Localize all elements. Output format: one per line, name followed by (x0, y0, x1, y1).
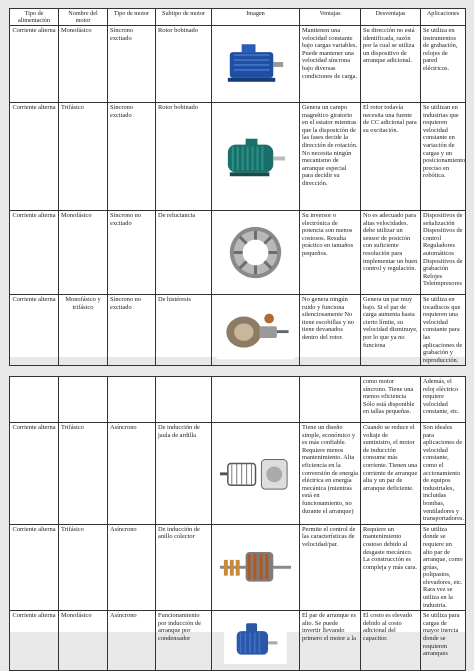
table-row-continuation (10, 377, 466, 423)
teal-motor-icon (216, 109, 295, 204)
cell-desventajas: Requiere un mantenimiento costoso debido al desgaste mecánico. La construcción es compleja y más cara. (361, 524, 421, 611)
cell-imagen (212, 103, 300, 211)
cell-nombre: Monofásico y trifásico (59, 295, 108, 366)
motors-table-page-2 (9, 376, 466, 671)
cell-imagen (212, 423, 300, 525)
cell-alimentacion: Corriente alterna (10, 423, 59, 525)
cell-imagen (212, 295, 300, 366)
cell-ventajas: Su inversor o electrónica de potencia son menos costosos. Resulta práctico en tamaños pequeños. (300, 211, 361, 295)
cell-desventajas: Genera un par muy bajo. Si el par de carga aumenta hasta cierto límite, su velocidad disminuye, por lo que ya no funciona (361, 295, 421, 366)
cell-aplicaciones: Se utiliza en tocadiscos que requieren una velocidad constante para las aplicaciones de grabación y reproducción. (421, 295, 466, 366)
table-row (10, 423, 466, 525)
cell-nombre: Trifásico (59, 103, 108, 211)
cell-subtipo: De histéresis (156, 295, 212, 366)
cell-nombre: Trifásico (59, 524, 108, 611)
cell-imagen (212, 211, 300, 295)
cell-ventajas: Permite el control de las características de velocidad/par. (300, 524, 361, 611)
cell-alimentacion: Corriente alterna (10, 611, 59, 671)
capacitor-motor-icon (216, 617, 295, 664)
cell-alimentacion: Corriente alterna (10, 26, 59, 103)
squirrel-cage-icon (216, 429, 295, 518)
cell-alimentacion: Corriente alterna (10, 295, 59, 366)
motors-table-page-1 (9, 8, 466, 366)
hysteresis-motor-icon (216, 301, 295, 359)
cell-alimentacion: Corriente alterna (10, 524, 59, 611)
slip-ring-rotor-icon (216, 531, 295, 605)
cell-desventajas: Cuando se reduce el voltaje de suministro, el motor de inducción consume más corriente. Tienen una corriente de arranque alta y un par de arranque deficiente. (361, 423, 421, 525)
cell-desventajas: El costo es elevado debido al costo adicional del capacitor. (361, 611, 421, 671)
cell-nombre: Monofásico (59, 26, 108, 103)
table-row (10, 611, 466, 671)
cell-tipo: Asíncrono (108, 611, 156, 671)
header-nombre-motor: Nombre del motor (59, 9, 108, 26)
cell-aplicaciones: Se utiliza donde se requiere un alto par de arranque, como grúas, polipastos, elevadores, etc. Rara vez se utiliza en la industria. (421, 524, 466, 611)
header-subtipo-motor: Subtipo de motor (156, 9, 212, 26)
cell-ventajas: Tiene un diseño simple, económico y es más confiable. Requiere menos mantenimiento. Alta eficiencia en la conversión de energía eléctrica en energía mecánica (mientras está en funcionamiento, no durante el arranque) (300, 423, 361, 525)
cell-subtipo: De reluctancia (156, 211, 212, 295)
cell-subtipo: De inducción de jaula de ardilla (156, 423, 212, 525)
header-tipo-motor: Tipo de motor (108, 9, 156, 26)
cell-imagen (212, 611, 300, 671)
cell-desventajas: como motor síncrono. Tiene una menos eficiencia Sólo está disponible en tallas pequeñas. (361, 377, 421, 423)
document-page-1 (9, 8, 466, 364)
cell-desventajas: No es adecuado para altas velocidades. debe utilizar un sensor de posición con suficiente resolución para implementar un buen control y regulación. (361, 211, 421, 295)
cell-subtipo: Funcionamiento por inducción de arranque por condensador (156, 611, 212, 671)
header-ventajas: Ventajas (300, 9, 361, 26)
table-row (10, 26, 466, 103)
cell-tipo: Síncrono no excitado (108, 211, 156, 295)
header-aplicaciones: Aplicaciones (421, 9, 466, 26)
table-row (10, 295, 466, 366)
cell-desventajas: El rotor todavía necesita una fuente de CC adicional para su excitación. (361, 103, 421, 211)
header-tipo-alimentacion: Tipo de alimentación (10, 9, 59, 26)
cell-aplicaciones: Son ideales para aplicaciones de velocidad constante, como el accionamiento de equipos industriales, incluidas bombas, ventiladores y transportadores. (421, 423, 466, 525)
table-row (10, 524, 466, 611)
cell-tipo: Síncrono excitado (108, 26, 156, 103)
cell-aplicaciones: Se utiliza en instrumentos de grabación, relojes de pared eléctricos. (421, 26, 466, 103)
cell-ventajas: Mantienen una velocidad constante bajo cargas variables. Puede mantener una velocidad síncrona bajo diversas condiciones de carga. (300, 26, 361, 103)
document-page-2 (9, 376, 465, 658)
cell-aplicaciones: Dispositivos de señalización Dispositivos de control Reguladores automáticos Dispositivos de grabación Relojes Teleimpresores (421, 211, 466, 295)
cell-tipo: Asíncrono (108, 423, 156, 525)
header-imagen: Imagen (212, 9, 300, 26)
cell-alimentacion: Corriente alterna (10, 103, 59, 211)
cell-imagen (212, 524, 300, 611)
cell-nombre: Monofásico (59, 211, 108, 295)
cell-ventajas: No genera ningún ruido y funciona silenciosamente No tiene escobillas y no tiene devanados dentro del rotor. (300, 295, 361, 366)
stator-lamination-icon (216, 217, 295, 288)
table-row (10, 103, 466, 211)
cell-aplicaciones: Se utilizan en industrias que requieren velocidad constante en variación de cargas y un posicionamiento preciso en robótica. (421, 103, 466, 211)
header-desventajas: Desventajas (361, 9, 421, 26)
cell-ventajas: Genera un campo magnético giratorio en el estator mientras que la disposición de las fases decide la dirección de rotación. No necesita ningún mecanismo de arranque especial para decidir su dirección. (300, 103, 361, 211)
cell-subtipo: Rotor bobinado (156, 103, 212, 211)
table-header-row (10, 9, 466, 26)
cell-nombre: Monofásico (59, 611, 108, 671)
cell-nombre: Trifásico (59, 423, 108, 525)
cell-tipo: Síncrono no excitado (108, 295, 156, 366)
cell-desventajas: Su dirección no está identificada, razón por la cual se utiliza un dispositivo de arranque adicional. (361, 26, 421, 103)
cell-aplicaciones: Se utiliza para cargas de mayor inercia donde se requieren arranques (421, 611, 466, 671)
cell-tipo: Asíncrono (108, 524, 156, 611)
blue-generator-icon (216, 32, 295, 96)
cell-subtipo: De inducción de anillo colector (156, 524, 212, 611)
cell-ventajas: El par de arranque es alto. Se puede invertir llevando primero el motor a la (300, 611, 361, 671)
cell-imagen (212, 26, 300, 103)
cell-tipo: Síncrono excitado (108, 103, 156, 211)
cell-aplicaciones: Además, el reloj eléctrico requiere velocidad constante, etc. (421, 377, 466, 423)
cell-subtipo: Rotor bobinado (156, 26, 212, 103)
cell-alimentacion: Corriente alterna (10, 211, 59, 295)
table-row (10, 211, 466, 295)
